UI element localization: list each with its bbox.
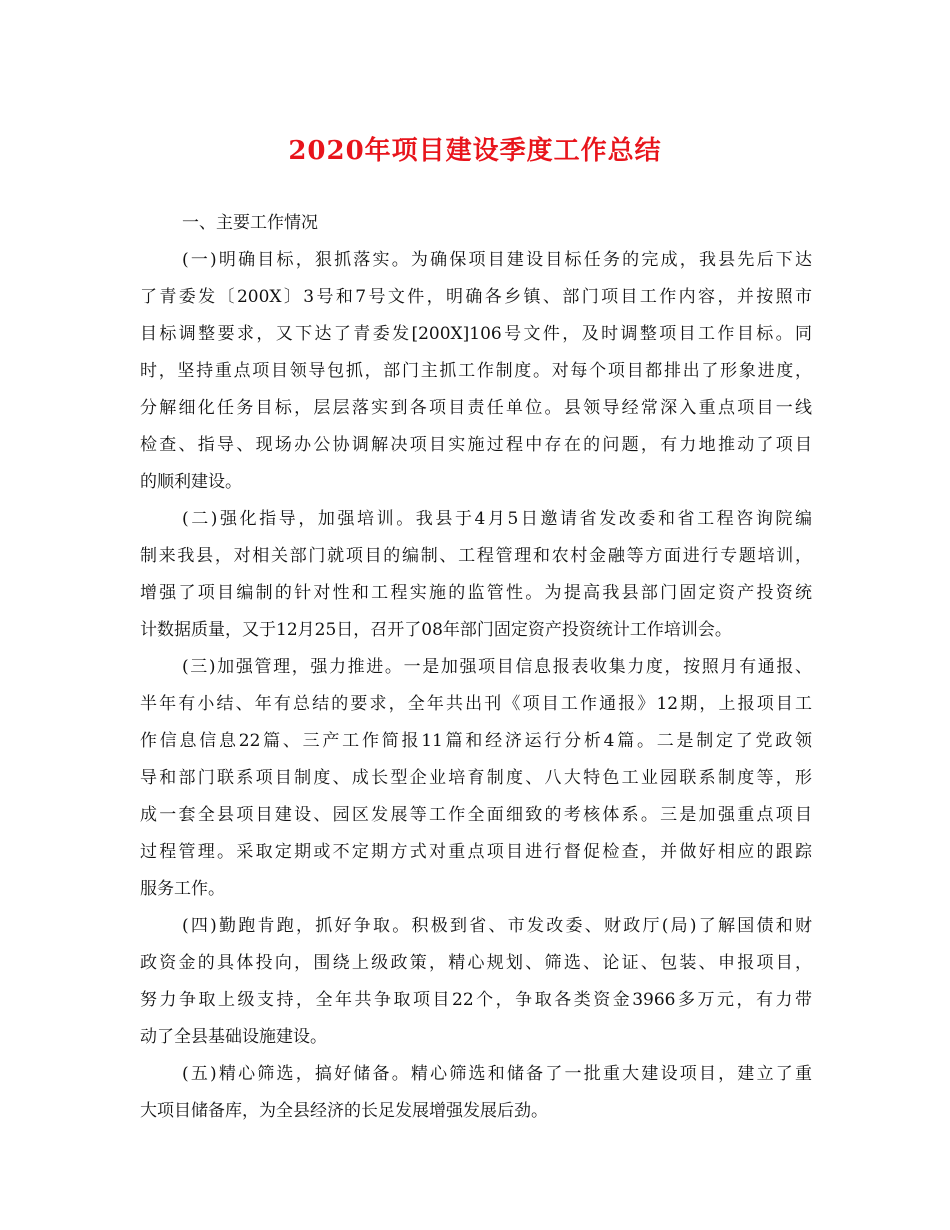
text-line: 一、主要工作情况 xyxy=(182,213,318,233)
text-line: (五)精心筛选，搞好储备。精心筛选和储备了一批重大建设项目，建立了重 xyxy=(182,1064,812,1084)
text-line: 了青委发〔200X〕3号和7号文件，明确各乡镇、部门项目工作内容，并按照市 xyxy=(140,287,812,307)
text-line: 动了全县基础设施建设。 xyxy=(140,1027,327,1047)
page-title: 2020年项目建设季度工作总结 xyxy=(288,136,662,166)
text-line: 导和部门联系项目制度、成长型企业培育制度、八大特色工业园联系制度等，形 xyxy=(140,768,812,788)
text-line: 努力争取上级支持，全年共争取项目22个，争取各类资金3966多万元，有力带 xyxy=(140,990,812,1010)
text-line: 计数据质量，又于12月25日，召开了08年部门固定资产投资统计工作培训会。 xyxy=(140,620,732,640)
text-line: 过程管理。采取定期或不定期方式对重点项目进行督促检查，并做好相应的跟踪 xyxy=(140,842,812,862)
text-line: (四)勤跑肯跑，抓好争取。积极到省、市发改委、财政厅(局)了解国债和财 xyxy=(182,916,812,936)
text-line: 成一套全县项目建设、园区发展等工作全面细致的考核体系。三是加强重点项目 xyxy=(140,805,812,825)
text-line: 的顺利建设。 xyxy=(140,472,242,492)
text-line: 服务工作。 xyxy=(140,879,225,899)
text-line: 检查、指导、现场办公协调解决项目实施过程中存在的问题，有力地推动了项目 xyxy=(140,435,812,455)
document-body xyxy=(140,205,812,1130)
text-line: (三)加强管理，强力推进。一是加强项目信息报表收集力度，按照月有通报、 xyxy=(182,657,812,677)
text-line: 时，坚持重点项目领导包抓，部门主抓工作制度。对每个项目都排出了形象进度， xyxy=(140,361,812,381)
text-line: 分解细化任务目标，层层落实到各项目责任单位。县领导经常深入重点项目一线 xyxy=(140,398,812,418)
text-line: (二)强化指导，加强培训。我县于4月5日邀请省发改委和省工程咨询院编 xyxy=(182,509,812,529)
text-line: 政资金的具体投向，围绕上级政策，精心规划、筛选、论证、包装、申报项目， xyxy=(140,953,812,973)
text-line: 作信息信息22篇、三产工作简报11篇和经济运行分析4篇。二是制定了党政领 xyxy=(140,731,813,751)
text-line: 目标调整要求，又下达了青委发[200X]106号文件，及时调整项目工作目标。同 xyxy=(140,324,812,344)
text-line: 大项目储备库，为全县经济的长足发展增强发展后劲。 xyxy=(140,1101,548,1121)
text-line: 增强了项目编制的针对性和工程实施的监管性。为提高我县部门固定资产投资统 xyxy=(140,583,812,603)
text-line: 半年有小结、年有总结的要求，全年共出刊《项目工作通报》12期，上报项目工 xyxy=(140,694,812,714)
text-line: (一)明确目标，狠抓落实。为确保项目建设目标任务的完成，我县先后下达 xyxy=(182,250,812,270)
text-line: 制来我县，对相关部门就项目的编制、工程管理和农村金融等方面进行专题培训， xyxy=(140,546,812,566)
